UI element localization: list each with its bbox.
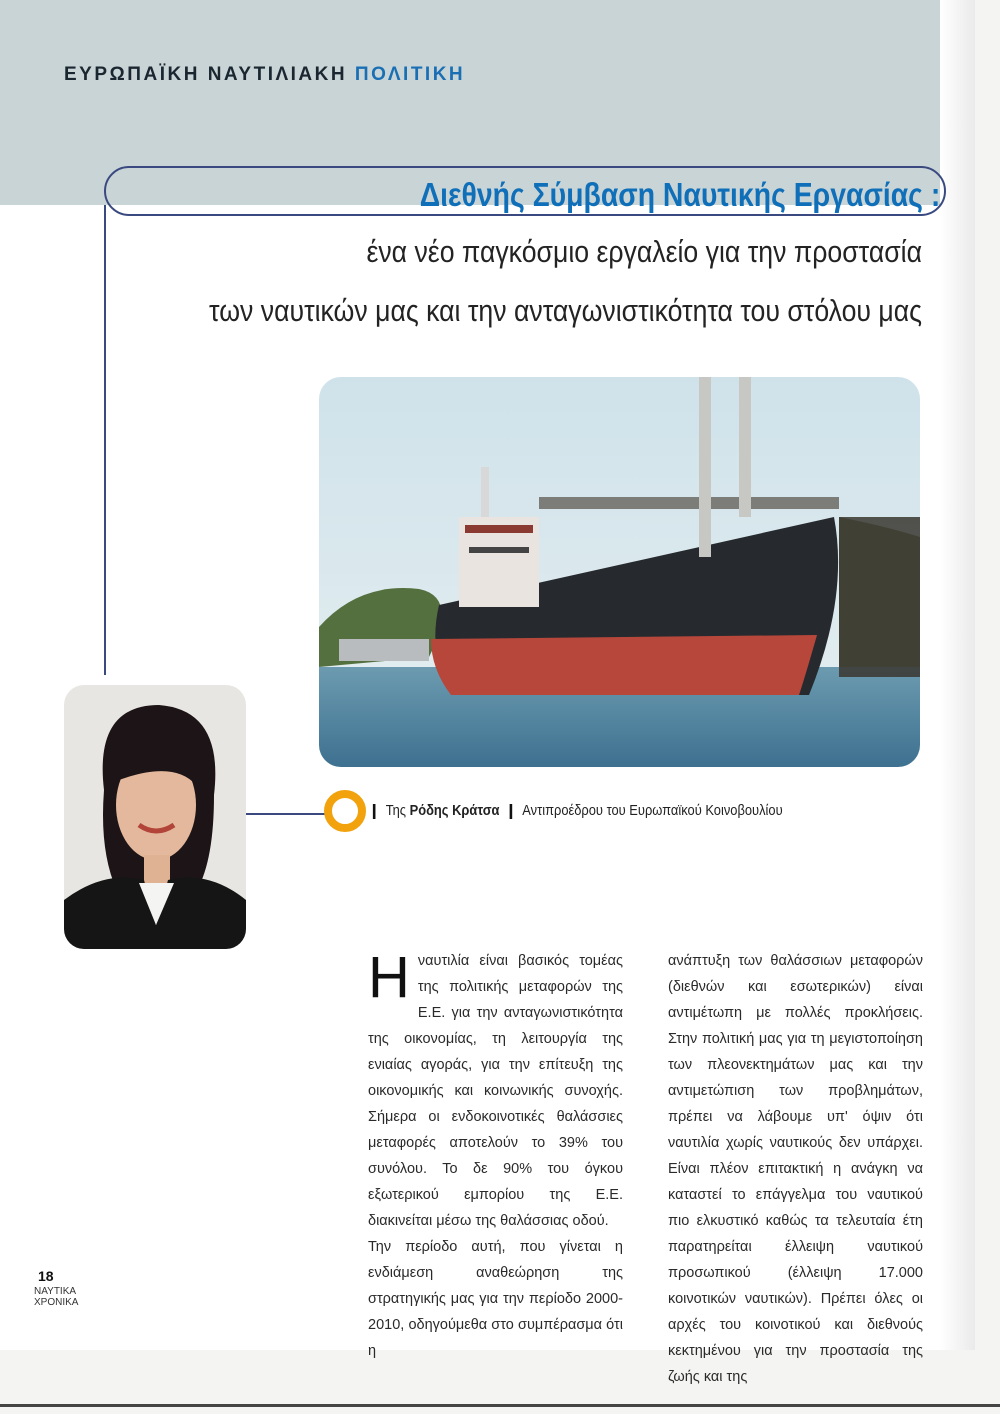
drop-cap: Η [368, 945, 410, 1010]
section-heading [64, 64, 465, 86]
ship-photo [319, 377, 920, 767]
article-subtitle-line2: των ναυτικών μας και την ανταγωνιστικότητα του στόλου μας [209, 293, 922, 328]
body-column-2 [668, 948, 923, 1390]
paragraph: Την περίοδο αυτή, που γίνεται η ενδιάμεση αναθεώρηση της στρατηγικής μας για την περίοδο 2000-2010, οδηγούμεθα στο συμπέρασμα ότι η [368, 1239, 623, 1359]
paragraph [368, 945, 623, 1234]
bottom-rule [0, 1404, 1000, 1407]
article-title: Διεθνής Σύμβαση Ναυτικής Εργασίας : [419, 176, 940, 213]
byline-rule [246, 813, 326, 815]
frame-vertical-rule [104, 205, 106, 675]
byline-circle-icon [324, 790, 366, 832]
body-column-1 [368, 945, 623, 1364]
section-label: ΕΥΡΩΠΑΪΚΗ ΝΑΥΤΙΛΙΑΚΗ [64, 64, 348, 85]
magazine-name-line2: ΧΡΟΝΙΚΑ [34, 1297, 79, 1308]
paragraph-text: ναυτιλία είναι βασικός τομέας της πολιτικής μεταφορών της Ε.Ε. για την ανταγωνιστικότητα της οικονομίας, τη λειτουργία της ενιαίας αγοράς, για την επίτευξη της οικονομικής και κοινωνικής συνοχής. Σήμερα οι ενδοκοινοτικές θαλάσσιες μεταφορές αποτελούν το 39% του συνόλου. Το δε 90% του όγκου εξωτερικού εμπορίου της Ε.Ε. διακινείται μέσω της θαλάσσιας οδού. [368, 953, 623, 1229]
ship-illustration [319, 377, 920, 767]
byline [366, 802, 783, 819]
author-name: Ρόδης Κράτσα [409, 802, 500, 819]
page-edge [940, 0, 975, 1350]
byline-prefix: Της [385, 802, 407, 819]
paragraph: ανάπτυξη των θαλάσσιων μεταφορών (διεθνών και εσωτερικών) είναι αντιμέτωπη με πολλές προκλήσεις. Στην πολιτική μας για τη μεγιστοποίηση των πλεονεκτημάτων μας και την αντιμετώπιση των προβλημάτων, πρέπει να λάβουμε υπ' όψιν ότι ναυτιλία χωρίς ναυτικούς δεν υπάρχει. Είναι πλέον επιτακτική η ανάγκη να καταστεί το επάγγελμα του ναυτικού πιο ελκυστικό καθώς τα τελευταία έτη παρατηρείται έλλειψη ναυτικού προσωπικού (έλλειψη 17.000 κοινοτικών ναυτικών). Πρέπει όλες οι αρχές του κοινοτικού και διεθνούς κεκτημένου για την προστασία της ζωής και της [668, 953, 923, 1385]
author-portrait-illustration [64, 685, 246, 949]
author-photo [64, 685, 246, 949]
magazine-name-line1: ΝΑΥΤΙΚΑ [34, 1286, 77, 1297]
byline-separator [510, 804, 513, 819]
section-label-accent: ΠΟΛΙΤΙΚΗ [354, 64, 466, 85]
page-number: 18 [38, 1268, 54, 1284]
author-role: Αντιπροέδρου του Ευρωπαϊκού Κοινοβουλίου [522, 802, 783, 819]
byline-separator [373, 804, 376, 819]
article-subtitle-line1: ένα νέο παγκόσμιο εργαλείο για την προστασία [366, 234, 922, 269]
magazine-name [34, 1286, 78, 1308]
